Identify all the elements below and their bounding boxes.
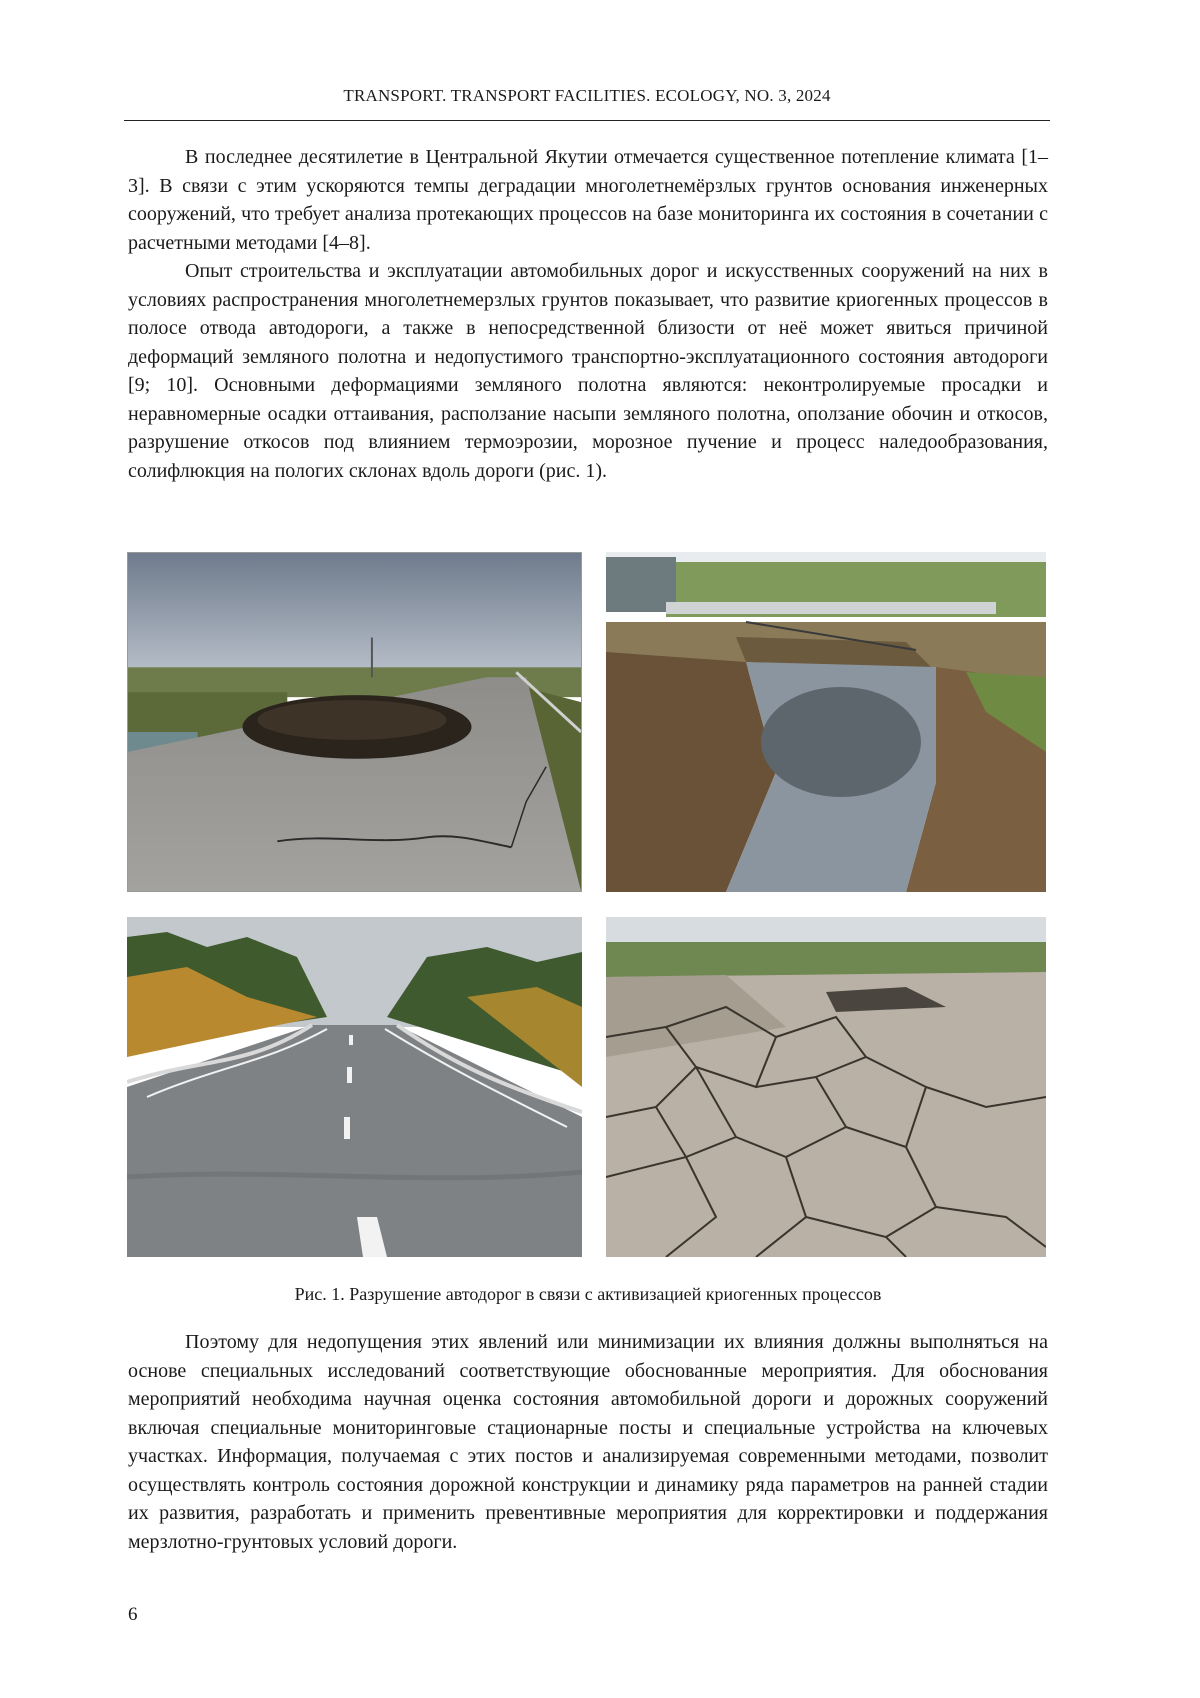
body-text-top [128, 143, 1048, 485]
journal-page [0, 0, 1200, 1698]
photo-erosion-pit [606, 552, 1046, 892]
photo-cracked-asphalt [606, 917, 1046, 1257]
page-number: 6 [128, 1604, 138, 1626]
photo-deformed-highway [127, 917, 582, 1257]
running-header: TRANSPORT. TRANSPORT FACILITIES. ECOLOGY, NO. 3, 2024 [124, 86, 1050, 106]
body-text-bottom [128, 1328, 1048, 1556]
paragraph: Опыт строительства и эксплуатации автомобильных дорог и искусственных сооружений на них в условиях распространения многолетнемерзлых грунтов показывает, что развитие криогенных процессов в полосе отвода автодороги, а также в непосредственной близости от неё может явиться причиной деформаций земляного полотна и недопустимого транспортно-эксплуатационного состояния автодороги [9; 10]. Основными деформациями земляного полот­на являются: неконтролируемые просадки и неравномерные осадки оттаивания, расползание насыпи земляного полотна, оползание обочин и откосов, разрушение откосов под влиянием термоэрозии, морозное пучение и процесс наледообразования, солифлюкция на пологих скло­нах вдоль дороги (рис. 1). [128, 257, 1048, 485]
figure-caption: Рис. 1. Разрушение автодорог в связи с активизацией криогенных процессов [128, 1284, 1048, 1305]
paragraph: Поэтому для недопущения этих явлений или минимизации их влияния должны выполнять­ся на основе специальных исследований соответствующие обоснованные мероприятия. Для обоснования мероприятий необходима научная оценка состояния автомобильной дороги и до­рожных сооружений включая специальные мониторинговые стационарные посты и специальные устройства на ключевых участках. Информация, получаемая с этих постов и анализируемая со­временными методами, позволит осуществлять контроль состояния дорожной конструкции и ди­намику ряда параметров на ранней стадии их развития, разработать и применить превентивные мероприятия для корректировки и поддержания мерзлотно-грунтовых условий дороги. [128, 1328, 1048, 1556]
header-rule [124, 120, 1050, 121]
paragraph: В последнее десятилетие в Центральной Якутии отмечается существенное потепление климата [1–3]. В связи с этим ускоряются темпы деградации многолетнемёрзлых грунтов осно­вания инженерных сооружений, что требует анализа протекающих процессов на базе монито­ринга их состояния в сочетании с расчетными методами [4–8]. [128, 143, 1048, 257]
photo-road-sinkhole [127, 552, 582, 892]
